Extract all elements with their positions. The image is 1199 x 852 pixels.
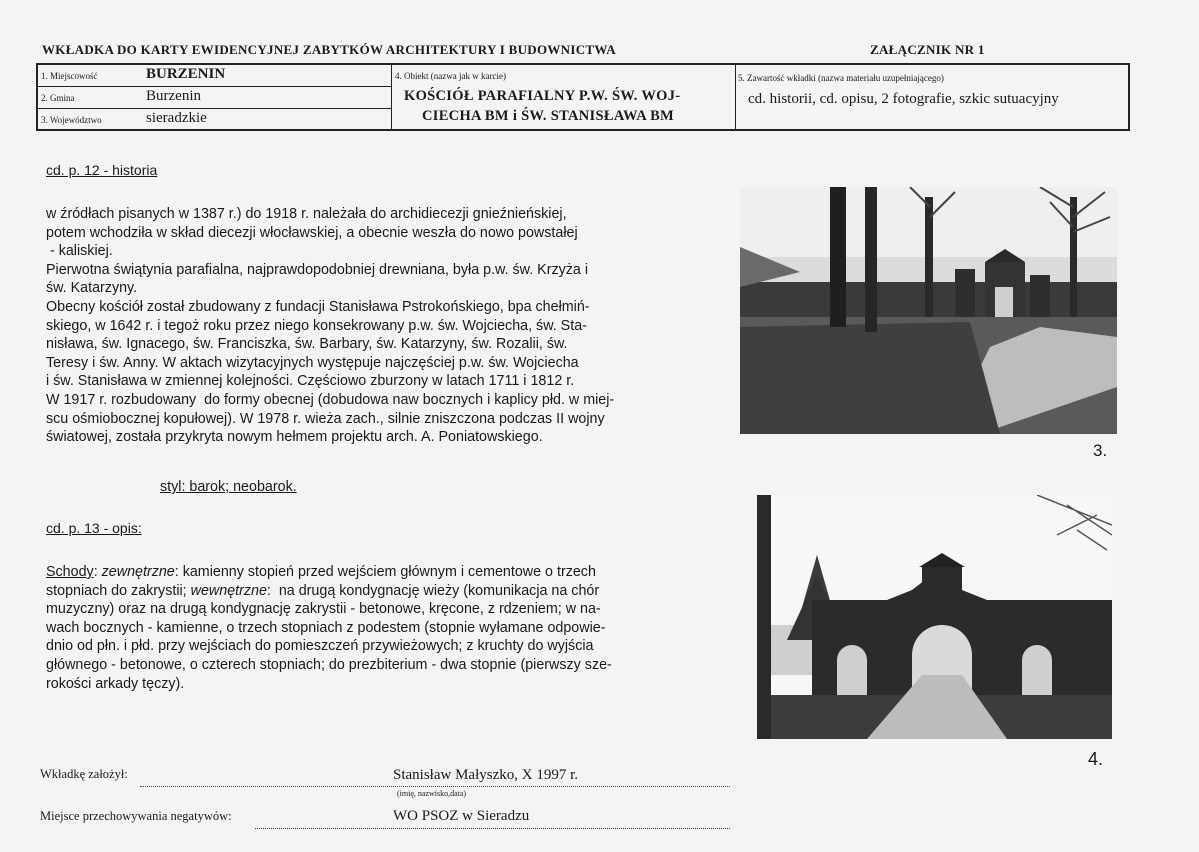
author-label: Wkładkę założył: xyxy=(40,767,128,781)
header-table xyxy=(36,63,1130,131)
history-line: Obecny kościół został zbudowany z fundacji Stanisława Pstrokońskiego, bpa chełmiń- xyxy=(46,298,590,315)
history-line: nisława, św. Ignacego, św. Franciszka, św. Barbary, św. Katarzyny, św. Rozalii, św. xyxy=(46,336,568,353)
history-line: potem wchodziła w skład diecezji włocławskiej, a obecnie weszła do nowo powstałej xyxy=(46,224,578,241)
description-line: muzyczny) oraz na drugą kondygnację zakrystii - betonowe, kręcone, z rdzeniem; w na- xyxy=(46,601,601,618)
object-value-line2: CIECHA BM i ŚW. STANISŁAWA BM xyxy=(422,108,675,124)
history-line: w źródłach pisanych w 1387 r.) do 1918 r. należała do archidiecezji gnieźnieńskiej, xyxy=(46,206,567,222)
history-line: W 1917 r. rozbudowany do formy obecnej (dobudowa naw bocznych i kaplicy płd. w miej- xyxy=(46,391,615,408)
description-line: : na drugą kondygnację wieży (komunikacja na chór xyxy=(266,582,600,599)
voivodeship-label: 3. Województwo xyxy=(41,115,102,125)
description-line: głównego - betonowe, o czterech stopniach; do prezbiterium - dwa stopnie (pierwszy sze- xyxy=(46,656,612,673)
stairs-label: Schody xyxy=(46,564,94,580)
object-value-line1: KOŚCIÓŁ PARAFIALNY P.W. ŚW. WOJ- xyxy=(404,88,681,104)
object-label: 4. Obiekt (nazwa jak w karcie) xyxy=(395,71,506,81)
photo-number: 4. xyxy=(1088,749,1104,769)
photo-gate xyxy=(757,495,1112,739)
description-line: wach bocznych - kamienne, o trzech stopniach z podestem (stopnie wyłamane odpowie- xyxy=(46,619,606,636)
history-line: światowej, została przykryta nowym hełmem projektu arch. A. Poniatowskiego. xyxy=(46,429,543,446)
locality-label: 1. Miejscowość xyxy=(41,71,98,81)
storage-value: WO PSOZ w Sieradzu xyxy=(393,808,530,824)
description-text: Schody: zewnętrzne: kamienny stopień przed wejściem głównym i cementowe o trzech stopniach do zakrystii; wewnętrzne: na drugą kondygnację wieży (komunikacja na chór muzyczny) oraz na drugą kondygnację zakrystii - betonowe, kręcone, z rdzeniem; w na- wach bocznych - kamienne, o trzech stopniach z podestem (stopnie wyłamane odpowie- dnio od płn. i płd. przy wejściach do pomieszczeń przywieżowych; z kruchty do wyjścia głównego - betonowe, o czterech stopniach; do prezbiterium - dwa stopnie (pierwszy sze- rokości arkady tęczy). xyxy=(46,563,736,693)
exterior-label: zewnętrzne xyxy=(101,564,175,580)
history-line: scu ośmiobocznej kopułowej). W 1978 r. wieża zach., silnie zniszczona podczas II wojny xyxy=(46,410,605,427)
annex-number: ZAŁĄCZNIK NR 1 xyxy=(870,42,985,57)
voivodeship-value: sieradzkie xyxy=(146,110,207,126)
history-line: i św. Stanisława w zmiennej kolejności. Częściowo zburzony w latach 1711 i 1812 r. xyxy=(46,373,575,390)
gmina-value: Burzenin xyxy=(146,88,201,104)
contents-value: cd. historii, cd. opisu, 2 fotografie, szkic sutuacyjny xyxy=(748,91,1059,107)
description-line: stopniach do zakrystii; xyxy=(46,582,191,599)
history-line: - kaliskiej. xyxy=(46,243,113,260)
history-line: św. Katarzyny. xyxy=(46,280,138,297)
history-line: Teresy i św. Anny. W aktach wizytacyjnych występuje najczęściej p.w. św. Wojciecha xyxy=(46,354,579,371)
description-heading: cd. p. 13 - opis: xyxy=(46,520,142,536)
author-hint: (imię, nazwisko,data) xyxy=(397,789,467,798)
storage-label: Miejsce przechowywania negatywów: xyxy=(40,809,232,823)
photo-number: 3. xyxy=(1093,441,1108,460)
history-text xyxy=(46,205,726,447)
photo-churchyard-wall xyxy=(740,187,1117,434)
style-line: styl: barok; neobarok. xyxy=(160,479,297,495)
description-line: rokości arkady tęczy). xyxy=(46,675,185,692)
interior-label: wewnętrzne xyxy=(190,582,267,599)
history-line: Pierwotna świątynia parafialna, najprawdopodobniej drewniana, była p.w. św. Krzyża i xyxy=(46,261,588,278)
contents-label: 5. Zawartość wkładki (nazwa materiału uzupełniającego) xyxy=(738,73,944,83)
author-value: Stanisław Małyszko, X 1997 r. xyxy=(393,767,578,783)
description-line: dnio od płn. i płd. przy wejściach do pomieszczeń przywieżowych; z kruchty do wyjścia xyxy=(46,638,594,655)
history-line: skiego, w 1642 r. i tegoż roku przez niego konsekrowany p.w. św. Wojciecha, św. Sta- xyxy=(46,317,587,334)
document-title: WKŁADKA DO KARTY EWIDENCYJNEJ ZABYTKÓW ARCHITEKTURY I BUDOWNICTWA xyxy=(42,42,616,57)
locality-value: BURZENIN xyxy=(146,66,226,82)
description-line: : kamienny stopień przed wejściem głównym i cementowe o trzech xyxy=(174,564,596,580)
history-heading: cd. p. 12 - historia xyxy=(46,162,158,178)
gmina-label: 2. Gmina xyxy=(41,93,75,103)
